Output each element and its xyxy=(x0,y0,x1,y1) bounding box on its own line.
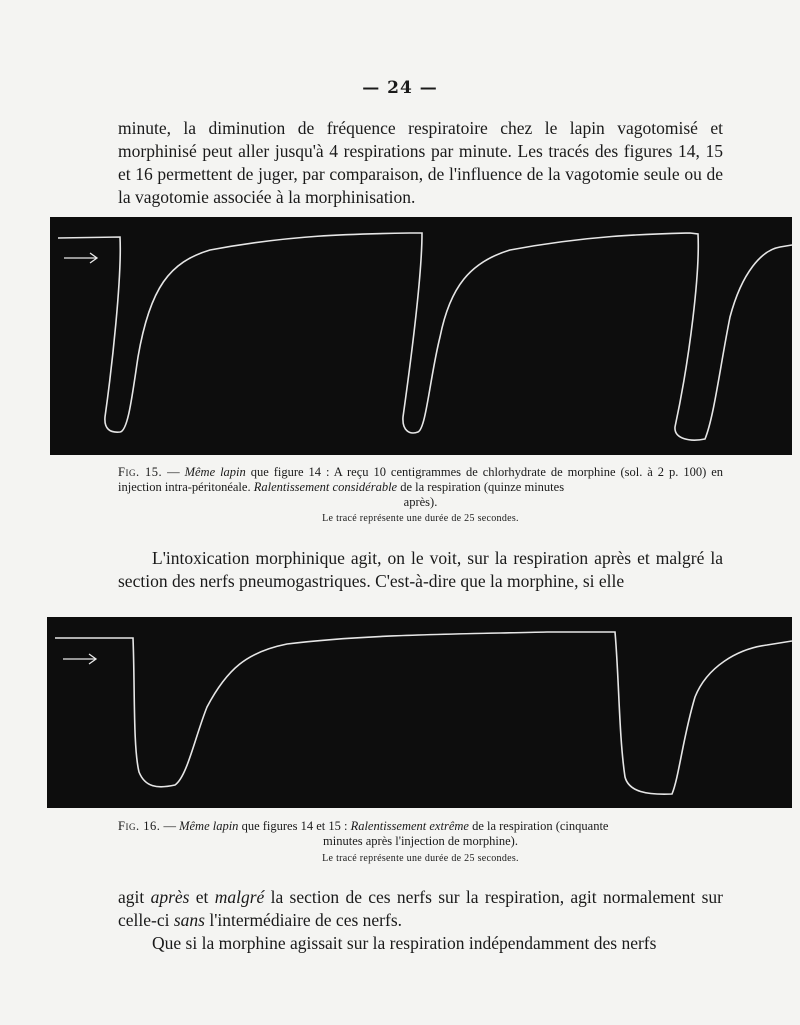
figure-label: Fig. 15. xyxy=(118,465,163,479)
figure-16-trace xyxy=(47,617,792,808)
paragraph-text: la section de ces nerfs sur la respiration, agit normalement sur celle-ci xyxy=(118,887,723,930)
figure-15-caption xyxy=(118,465,723,510)
caption-text: après). xyxy=(403,495,438,509)
caption-text: que figures 14 et 15 : xyxy=(238,819,351,833)
page-number: — 24 — xyxy=(362,78,438,98)
paragraph-text: agit xyxy=(118,887,151,907)
respiration-trace xyxy=(58,233,792,440)
paragraph-intro: minute, la diminution de fréquence respiratoire chez le lapin vagotomisé et morphinisé peut aller jusqu'à 4 respirations par minute. Les tracés des figures 14, 15 et 16 permettent de juger, par comparaison, de l'influence de la vagotomie seule ou de la vagotomie associée à la morphinisation. xyxy=(118,118,723,207)
paragraph-conclusion xyxy=(118,886,723,932)
caption-emphasis: Ralentissement extrême xyxy=(350,819,469,833)
caption-text: minutes après l'injection de morphine). xyxy=(323,834,518,848)
paragraph-emphasis: malgré xyxy=(214,887,265,907)
caption-emphasis: Même lapin xyxy=(179,819,239,833)
figure-15-trace xyxy=(50,217,792,455)
caption-text: que figure 14 : A reçu 10 centigrammes de chlorhydrate de morphine (sol. à 2 p. 100) en injection intra-péritonéale. xyxy=(118,465,724,494)
paragraph-text: L'intoxication morphinique agit, on le voit, sur la respiration après et malgré la section des nerfs pneumogastriques. C'est-à-dire que la morphine, si elle xyxy=(118,548,723,591)
paragraph-text: et xyxy=(189,887,215,907)
arrow-icon xyxy=(64,253,97,263)
caption-text: de la respiration (quinze minutes xyxy=(397,480,565,494)
paragraph-emphasis: après xyxy=(150,887,190,907)
paragraph-intoxication xyxy=(118,547,723,593)
figure-16-duration-note: Le tracé représente une durée de 25 secondes. xyxy=(322,853,519,864)
respiration-trace xyxy=(55,632,792,794)
figure-label: Fig. 16. xyxy=(118,819,161,833)
paragraph-text: l'intermédiaire de ces nerfs. xyxy=(204,910,403,930)
caption-text: de la respiration (cinquante xyxy=(468,819,609,833)
figure-16-caption xyxy=(118,819,723,849)
arrow-icon xyxy=(63,654,96,664)
paragraph-emphasis: sans xyxy=(173,910,205,930)
caption-dash: — xyxy=(162,465,185,479)
paragraph-final xyxy=(118,932,723,955)
paragraph-text: Que si la morphine agissait sur la respiration indépendamment des nerfs xyxy=(152,933,657,953)
caption-emphasis: Ralentissement considérable xyxy=(253,480,398,494)
caption-dash: — xyxy=(160,819,180,833)
figure-15-duration-note: Le tracé représente une durée de 25 secondes. xyxy=(322,513,519,524)
caption-emphasis: Même lapin xyxy=(184,465,246,479)
